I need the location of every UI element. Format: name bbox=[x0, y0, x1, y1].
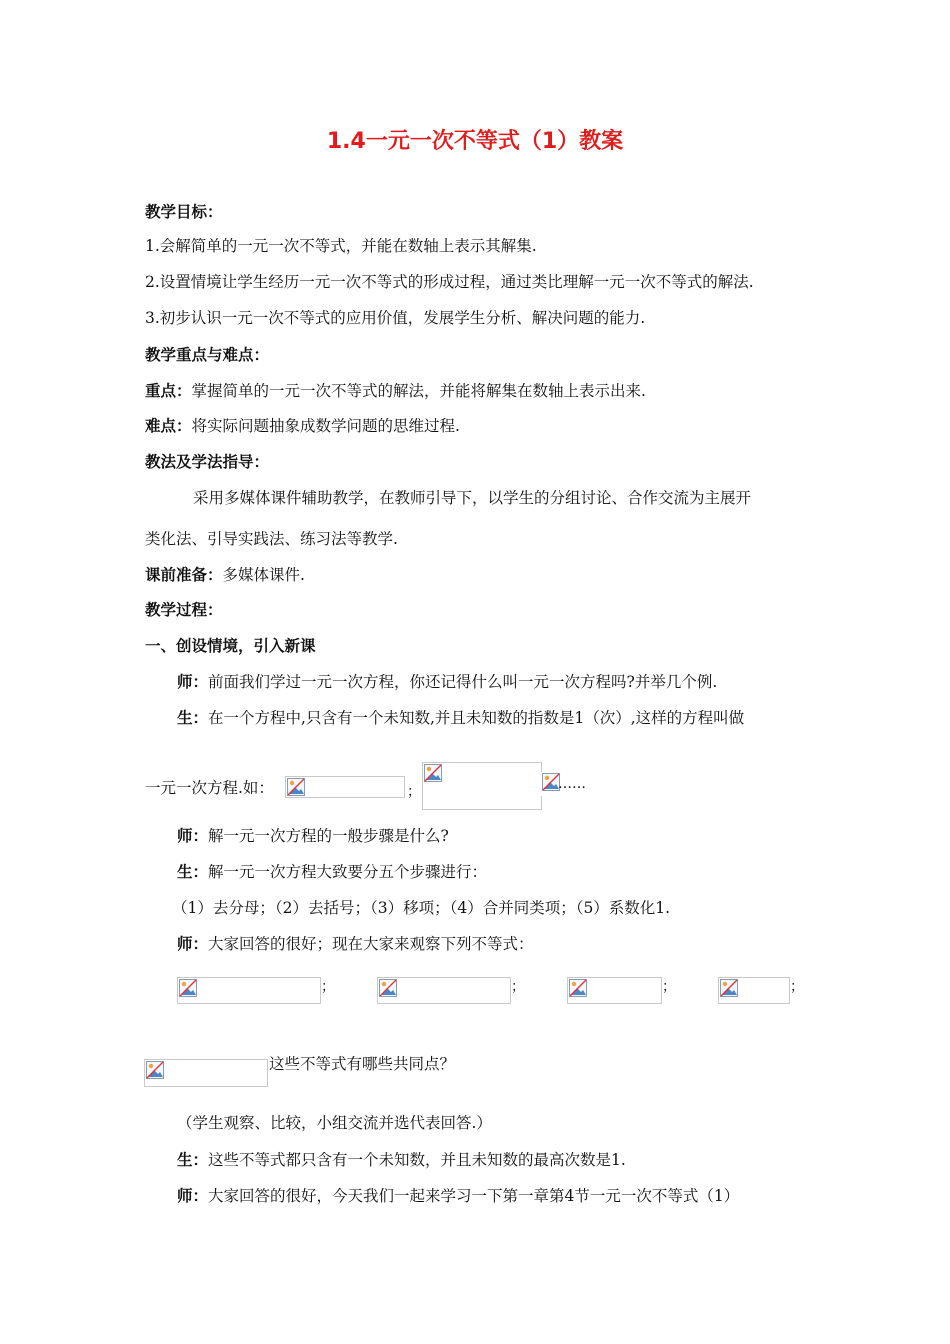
method-heading: 教法及学法指导： bbox=[145, 453, 270, 471]
teacher-line-3 bbox=[177, 934, 534, 954]
inequality-image-5 bbox=[144, 1059, 268, 1087]
student-text: 在一个方程中,只含有一个未知数,并且未知数的指数是1（次）,这样的方程叫做 bbox=[208, 709, 745, 727]
separator: ； bbox=[511, 979, 525, 995]
teacher-text: 大家回答的很好；现在大家来观察下列不等式： bbox=[208, 935, 534, 953]
difficulty-text: 将实际问题抽象成数学问题的思维过程. bbox=[191, 417, 460, 435]
teacher-label: 师： bbox=[177, 827, 209, 845]
objective-1: 1.会解简单的一元一次不等式，并能在数轴上表示其解集. bbox=[145, 237, 537, 255]
student-line-3 bbox=[177, 1150, 626, 1170]
keypoint-label: 重点： bbox=[145, 382, 192, 400]
steps-line: （1）去分母；（2）去括号；（3）移项；（4）合并同类项；（5）系数化1. bbox=[172, 899, 671, 917]
student-line-2 bbox=[177, 862, 487, 882]
objective-3: 3.初步认识一元一次不等式的应用价值，发展学生分析、解决问题的能力. bbox=[145, 309, 646, 327]
student-label: 生： bbox=[177, 1151, 209, 1169]
part1-heading: 一、创设情境，引入新课 bbox=[145, 637, 316, 655]
inequality-image-1 bbox=[177, 977, 321, 1004]
teacher-label: 师： bbox=[177, 935, 209, 953]
separator: ； bbox=[790, 979, 804, 995]
difficulty-line bbox=[145, 416, 460, 436]
teacher-text: 大家回答的很好，今天我们一起来学习一下第一章第4节一元一次不等式（1） bbox=[208, 1187, 740, 1205]
separator: ； bbox=[321, 979, 335, 995]
teacher-label: 师： bbox=[177, 673, 209, 691]
keypoint-text: 掌握简单的一元一次不等式的解法，并能将解集在数轴上表示出来. bbox=[191, 382, 646, 400]
teacher-text: 解一元一次方程的一般步骤是什么? bbox=[208, 827, 449, 845]
teacher-text: 前面我们学过一元一次方程，你还记得什么叫一元一次方程吗?并举几个例. bbox=[208, 673, 718, 691]
broken-image-icon bbox=[569, 979, 587, 997]
broken-image-icon bbox=[287, 778, 305, 796]
teacher-label: 师： bbox=[177, 1187, 209, 1205]
broken-image-icon bbox=[720, 979, 738, 997]
student-label: 生： bbox=[177, 863, 209, 881]
prep-text: 多媒体课件. bbox=[222, 566, 305, 584]
inequality-image-3 bbox=[567, 977, 662, 1004]
objective-2: 2.设置情境让学生经历一元一次不等式的形成过程，通过类比理解一元一次不等式的解法. bbox=[145, 273, 754, 291]
broken-image-icon bbox=[179, 979, 197, 997]
method-line-2: 类化法、引导实践法、练习法等教学. bbox=[145, 530, 398, 548]
broken-image-icon bbox=[379, 979, 397, 997]
student-line-1 bbox=[177, 708, 744, 728]
student-text: 解一元一次方程大致要分五个步骤进行： bbox=[208, 863, 488, 881]
separator: ； bbox=[407, 784, 421, 800]
student-line-1-cont: 一元一次方程.如： bbox=[145, 779, 274, 797]
teacher-line-2 bbox=[177, 826, 449, 846]
inequality-image-4 bbox=[718, 977, 790, 1004]
separator: ； bbox=[662, 979, 676, 995]
broken-image-icon bbox=[424, 764, 442, 782]
inequality-image-2 bbox=[377, 977, 511, 1004]
ellipsis: …… bbox=[558, 776, 586, 792]
students-note: （学生观察、比较，小组交流并选代表回答.） bbox=[177, 1114, 492, 1132]
process-heading: 教学过程： bbox=[145, 601, 223, 619]
question-text: 这些不等式有哪些共同点？ bbox=[269, 1055, 456, 1073]
method-line-1: 采用多媒体课件辅助教学，在教师引导下，以学生的分组讨论、合作交流为主展开 bbox=[193, 489, 752, 507]
objectives-heading: 教学目标： bbox=[145, 203, 223, 221]
student-label: 生： bbox=[177, 709, 209, 727]
equation-image-1 bbox=[285, 776, 405, 798]
prep-line bbox=[145, 565, 305, 585]
equation-image-3 bbox=[541, 772, 558, 796]
page-title: 1.4一元一次不等式（1）教案 bbox=[326, 129, 624, 154]
broken-image-icon bbox=[146, 1061, 164, 1079]
prep-label: 课前准备： bbox=[145, 566, 223, 584]
equation-image-2 bbox=[422, 762, 542, 810]
teacher-line-1 bbox=[177, 672, 717, 692]
keypoint-line bbox=[145, 381, 646, 401]
teacher-line-4 bbox=[177, 1186, 739, 1206]
keypoints-heading: 教学重点与难点： bbox=[145, 346, 270, 364]
difficulty-label: 难点： bbox=[145, 417, 192, 435]
student-text: 这些不等式都只含有一个未知数，并且未知数的最高次数是1. bbox=[208, 1151, 626, 1169]
